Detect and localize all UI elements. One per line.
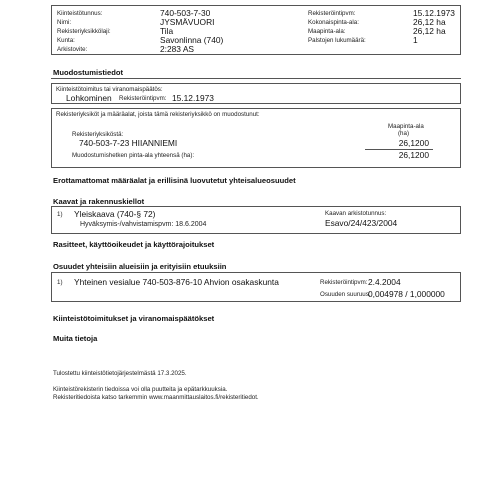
total-value: 26,1200 — [398, 150, 429, 160]
toimitus-label: Kiinteistötoimitus tai viranomaispäätös: — [56, 86, 163, 93]
rekisteriyksikot-label: Rekisteriyksiköt ja määräalat, joista tämä rekisteriyksikkö on muodostunut: — [56, 111, 260, 118]
kokonaispinta-value: 26,12 ha — [413, 17, 446, 27]
osuus-rekisterointipvm-label: Rekisteröintipvm: — [320, 279, 368, 286]
summary-box — [51, 5, 461, 55]
kokonaispinta-label: Kokonaispinta-ala: — [308, 19, 359, 26]
divider — [51, 78, 461, 79]
kaava-name: Yleiskaava (740-§ 72) — [74, 209, 156, 219]
kaava-tunnus-label: Kaavan arkistotunnus: — [325, 210, 387, 217]
maapinta-label: Maapinta-ala: — [308, 28, 346, 35]
toimitus-value: Lohkominen — [66, 93, 112, 103]
palstojen-value: 1 — [413, 35, 418, 45]
palstojen-label: Palstojen lukumäärä: — [308, 37, 366, 44]
kunta-label: Kunta: — [57, 37, 75, 44]
kaava-tunnus-value: Esavo/24/423/2004 — [325, 218, 398, 228]
total-label: Muodostumishetken pinta-ala yhteensä (ha): — [72, 152, 195, 159]
osuudet-index: 1) — [57, 279, 63, 286]
toimitus-rekisterointipvm-value: 15.12.1973 — [172, 93, 214, 103]
nimi-label: Nimi: — [57, 19, 72, 26]
kiinteistotunnus-label: Kiinteistötunnus: — [57, 10, 103, 17]
toimitus-rekisterointipvm-label: Rekisteröintipvm: — [119, 95, 167, 102]
footer-line1: Kiinteistörekisterin tiedoissa voi olla puutteita ja epätarkkuuksia. — [53, 386, 228, 393]
osuus-rekisterointipvm-value: 2.4.2004 — [368, 277, 401, 287]
muodostumistiedot-heading: Muodostumistiedot — [53, 68, 124, 77]
arkistovite-label: Arkistovite: — [57, 46, 88, 53]
muita-heading: Muita tietoja — [53, 334, 98, 343]
arkistovite-value: 2:283 AS — [160, 44, 194, 54]
rekisterointipvm-value: 15.12.1973 — [413, 8, 455, 18]
osuus-name: Yhteinen vesialue 740-503-876-10 Ahvion osakaskunta — [74, 277, 279, 287]
source-area-value: 26,1200 — [398, 138, 429, 148]
maapinta-header: Maapinta-ala — [388, 123, 424, 130]
kiinteistotoimitukset-heading: Kiinteistötoimitukset ja viranomaispäätökset — [53, 314, 215, 323]
kunta-value: Savonlinna (740) — [160, 35, 224, 45]
osuus-suuruus-label: Osuuden suuruus: — [320, 291, 371, 298]
footer-line2: Rekisteritiedoista katso tarkemmin www.maanmittauslaitos.fi/rekisteritiedot. — [53, 394, 259, 401]
rekisterointipvm-label: Rekisteröintipvm: — [308, 10, 356, 17]
maapinta-value: 26,12 ha — [413, 26, 446, 36]
ha-header: (ha) — [398, 130, 410, 137]
kaavat-heading: Kaavat ja rakennuskiellot — [53, 197, 145, 206]
nimi-value: JYSMÄVUORI — [160, 17, 215, 27]
footer-tulostettu: Tulostettu kiinteistötietojärjestelmästä 17.3.2025. — [53, 370, 187, 377]
osuudet-heading: Osuudet yhteisiin alueisiin ja erityisiin etuuksiin — [53, 262, 227, 271]
osuus-suuruus-value: 0,004978 / 1,000000 — [368, 289, 445, 299]
rekisteriyksikosta-label: Rekisteriyksiköstä: — [72, 131, 124, 138]
rekisteriyksikkolaji-label: Rekisteriyksikkölaji: — [57, 28, 111, 35]
rekisteriyksikkolaji-value: Tila — [160, 26, 174, 36]
kaavat-index: 1) — [57, 211, 63, 218]
source-parcel-value: 740-503-7-23 HIIANNIEMI — [79, 138, 178, 148]
rasitteet-heading: Rasitteet, käyttöoikeudet ja käyttörajoitukset — [53, 240, 215, 249]
erottamattomat-heading: Erottamattomat määräalat ja erillisinä luovutetut yhteisalueosuudet — [53, 176, 296, 185]
kaava-hyvaksymis: Hyväksymis-/vahvistamispvm: 18.6.2004 — [80, 221, 207, 228]
kiinteistotunnus-value: 740-503-7-30 — [160, 8, 211, 18]
